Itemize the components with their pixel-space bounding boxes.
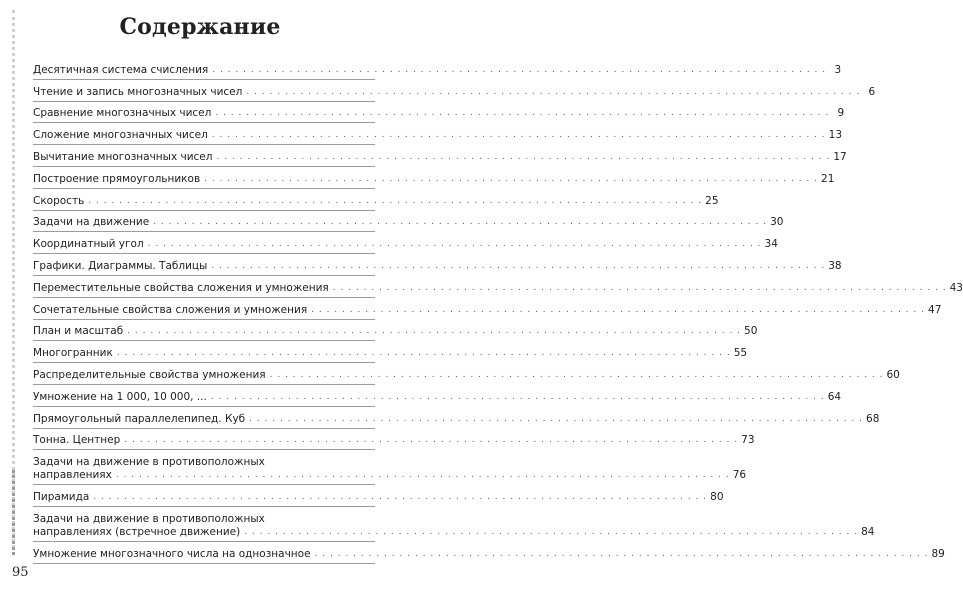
toc-entry-title: Прямоугольный параллелепипед. Куб xyxy=(33,412,246,425)
toc-entry xyxy=(33,542,945,564)
toc-entry-line xyxy=(33,281,963,295)
toc-entry-title: Десятичная система счисления xyxy=(33,63,209,76)
toc-entry-title: Скорость xyxy=(33,194,85,207)
toc-leader-dots: . . . . . . . . . . . . . . . . . . . . . . . . . . . . . . . . . . . . . . . . . . . . . . . . . . . . . . . . . . . . . . . . . . . . . . . . . . . . . . . . xyxy=(211,130,826,141)
toc-entry xyxy=(33,485,724,507)
toc-leader-dots: . . . . . . . . . . . . . . . . . . . . . . . . . . . . . . . . . . . . . . . . . . . . . . . . . . . . . . . . . . . . . . . . . . . . . . . . . . . . . . . . xyxy=(147,239,762,250)
toc-page-number: 50 xyxy=(744,325,758,338)
toc-leader-dots: . . . . . . . . . . . . . . . . . . . . . . . . . . . . . . . . . . . . . . . . . . . . . . . . . . . . . . . . . . . . . . . . . . . . . . . . . . . . . . . . xyxy=(249,413,864,424)
toc-entry-line xyxy=(33,412,880,426)
toc-entry-title: Сложение многозначных чисел xyxy=(33,129,208,142)
toc-entry-title: Задачи на движение xyxy=(33,216,150,229)
toc-entry-title: Задачи на движение в противоположных xyxy=(33,512,265,525)
page-number: 95 xyxy=(12,565,29,580)
toc-entry-title: Сравнение многозначных чисел xyxy=(33,107,212,120)
toc-entry xyxy=(33,189,719,211)
toc-page-number: 47 xyxy=(928,303,942,316)
toc-entry xyxy=(33,80,876,102)
toc-page-number: 68 xyxy=(866,412,880,425)
toc-entry-title: Пирамида xyxy=(33,490,90,503)
toc-entry-line xyxy=(33,456,375,469)
toc-entry-line xyxy=(33,368,900,382)
toc-page-number: 89 xyxy=(931,547,945,560)
toc-entry xyxy=(33,298,942,320)
toc-entry-title: Многогранник xyxy=(33,347,113,360)
toc-page-number: 13 xyxy=(828,129,843,142)
toc-entry xyxy=(33,407,880,429)
table-of-contents xyxy=(33,58,963,564)
toc-entry-title: Построение прямоугольников xyxy=(33,172,201,185)
toc-entry-title: Тонна. Центнер xyxy=(33,434,121,447)
toc-page-number: 76 xyxy=(732,469,747,482)
toc-entry-title: Умножение на 1 000, 10 000, ... xyxy=(33,390,207,403)
toc-page-number: 73 xyxy=(741,434,755,447)
toc-entry-title: Распределительные свойства умножения xyxy=(33,368,266,381)
toc-entry-title: Чтение и запись многозначных чисел xyxy=(33,85,243,98)
toc-leader-dots: . . . . . . . . . . . . . . . . . . . . . . . . . . . . . . . . . . . . . . . . . . . . . . . . . . . . . . . . . . . . . . . . . . . . . . . . . . . . . . . . xyxy=(269,369,884,380)
toc-entry-title: направлениях xyxy=(33,469,112,482)
toc-page-number: 25 xyxy=(705,194,719,207)
toc-entry xyxy=(33,58,842,80)
toc-entry-line xyxy=(33,325,758,338)
toc-entry xyxy=(33,385,842,407)
toc-entry-title: План и масштаб xyxy=(33,325,124,338)
toc-leader-dots: . . . . . . . . . . . . . . . . . . . . . . . . . . . . . . . . . . . . . . . . . . . . . . . . . . . . . . . . . . . . . . . . . . . . . . . . . . . . . . . . xyxy=(244,526,859,537)
toc-leader-dots: . . . . . . . . . . . . . . . . . . . . . . . . . . . . . . . . . . . . . . . . . . . . . . . . . . . . . . . . . . . . . . . . . . . . . . . . . . . . . . . . xyxy=(153,217,768,228)
toc-entry-line xyxy=(33,194,719,208)
toc-page-number: 6 xyxy=(868,85,876,98)
toc-page-number: 43 xyxy=(949,281,963,294)
toc-leader-dots: . . . . . . . . . . . . . . . . . . . . . . . . . . . . . . . . . . . . . . . . . . . . . . . . . . . . . . . . . . . . . . . . . . . . . . . . . . . . . . . . xyxy=(116,348,731,359)
toc-page-number: 17 xyxy=(833,150,847,163)
toc-page-number: 9 xyxy=(837,107,845,120)
toc-page-number: 64 xyxy=(827,390,842,403)
toc-page-number: 3 xyxy=(834,63,842,76)
toc-entry xyxy=(33,102,845,124)
toc-page-number: 34 xyxy=(764,238,778,251)
toc-entry-line xyxy=(33,547,945,561)
toc-entry-line xyxy=(33,434,755,447)
toc-entry-line xyxy=(33,238,778,251)
toc-entry xyxy=(33,254,842,276)
toc-entry xyxy=(33,341,748,363)
toc-leader-dots: . . . . . . . . . . . . . . . . . . . . . . . . . . . . . . . . . . . . . . . . . . . . . . . . . . . . . . . . . . . . . . . . . . . . . . . . . . . . . . . . xyxy=(332,282,947,293)
toc-leader-dots: . . . . . . . . . . . . . . . . . . . . . . . . . . . . . . . . . . . . . . . . . . . . . . . . . . . . . . . . . . . . . . . . . . . . . . . . . . . . . . . . xyxy=(216,151,831,162)
toc-page-number: 55 xyxy=(733,347,748,360)
toc-entry xyxy=(33,507,875,542)
toc-page-number: 38 xyxy=(828,259,842,272)
toc-entry-title: Задачи на движение в противоположных xyxy=(33,456,265,469)
toc-leader-dots: . . . . . . . . . . . . . . . . . . . . . . . . . . . . . . . . . . . . . . . . . . . . . . . . . . . . . . . . . . . . . . . . . . . . . . . . . . . . . . . . xyxy=(311,304,926,315)
toc-entry-line xyxy=(33,490,724,504)
toc-entry xyxy=(33,232,778,254)
toc-entry-line xyxy=(33,469,747,482)
toc-leader-dots: . . . . . . . . . . . . . . . . . . . . . . . . . . . . . . . . . . . . . . . . . . . . . . . . . . . . . . . . . . . . . . . . . . . . . . . . . . . . . . . . xyxy=(127,326,742,337)
margin-dots-dark xyxy=(12,470,15,555)
toc-entry-line xyxy=(33,150,847,164)
toc-entry xyxy=(33,450,747,485)
toc-entry xyxy=(33,211,784,233)
toc-entry xyxy=(33,363,900,385)
toc-entry xyxy=(33,429,755,451)
toc-leader-dots: . . . . . . . . . . . . . . . . . . . . . . . . . . . . . . . . . . . . . . . . . . . . . . . . . . . . . . . . . . . . . . . . . . . . . . . . . . . . . . . . xyxy=(211,260,826,271)
toc-leader-dots: . . . . . . . . . . . . . . . . . . . . . . . . . . . . . . . . . . . . . . . . . . . . . . . . . . . . . . . . . . . . . . . . . . . . . . . . . . . . . . . . xyxy=(246,86,861,97)
toc-leader-dots: . . . . . . . . . . . . . . . . . . . . . . . . . . . . . . . . . . . . . . . . . . . . . . . . . . . . . . . . . . . . . . . . . . . . . . . . . . . . . . . . xyxy=(210,391,825,402)
toc-entry-title: Переместительные свойства сложения и умножения xyxy=(33,281,329,294)
toc-entry xyxy=(33,276,963,298)
toc-entry-line xyxy=(33,303,942,317)
toc-entry-line xyxy=(33,347,748,360)
toc-page-number: 21 xyxy=(821,172,835,185)
toc-leader-dots: . . . . . . . . . . . . . . . . . . . . . . . . . . . . . . . . . . . . . . . . . . . . . . . . . . . . . . . . . . . . . . . . . . . . . . . . . . . . . . . . xyxy=(215,108,830,119)
toc-entry-title: Координатный угол xyxy=(33,238,144,251)
toc-entry-line xyxy=(33,85,876,99)
toc-entry-line xyxy=(33,525,875,539)
toc-page-number: 80 xyxy=(710,490,724,503)
toc-leader-dots: . . . . . . . . . . . . . . . . . . . . . . . . . . . . . . . . . . . . . . . . . . . . . . . . . . . . . . . . . . . . . . . . . . . . . . . . . . . . . . . . xyxy=(124,435,739,446)
toc-leader-dots: . . . . . . . . . . . . . . . . . . . . . . . . . . . . . . . . . . . . . . . . . . . . . . . . . . . . . . . . . . . . . . . . . . . . . . . . . . . . . . . . xyxy=(93,491,708,502)
toc-leader-dots: . . . . . . . . . . . . . . . . . . . . . . . . . . . . . . . . . . . . . . . . . . . . . . . . . . . . . . . . . . . . . . . . . . . . . . . . . . . . . . . . xyxy=(88,195,703,206)
toc-leader-dots: . . . . . . . . . . . . . . . . . . . . . . . . . . . . . . . . . . . . . . . . . . . . . . . . . . . . . . . . . . . . . . . . . . . . . . . . . . . . . . . . xyxy=(115,470,730,481)
toc-entry-title: Графики. Диаграммы. Таблицы xyxy=(33,259,208,272)
toc-entry-line xyxy=(33,107,845,120)
toc-entry xyxy=(33,320,758,342)
toc-entry xyxy=(33,167,835,189)
toc-entry xyxy=(33,123,843,145)
toc-entry-title: Умножение многозначного числа на однозначное xyxy=(33,547,311,560)
toc-entry-line xyxy=(33,216,784,229)
toc-leader-dots: . . . . . . . . . . . . . . . . . . . . . . . . . . . . . . . . . . . . . . . . . . . . . . . . . . . . . . . . . . . . . . . . . . . . . . . . . . . . . . . . xyxy=(314,548,929,559)
toc-entry-line xyxy=(33,513,375,526)
toc-entry-title: Сочетательные свойства сложения и умножения xyxy=(33,303,308,316)
toc-entry-line xyxy=(33,172,835,186)
page-title: Содержание xyxy=(119,14,281,40)
toc-page-number: 60 xyxy=(886,368,900,381)
toc-leader-dots: . . . . . . . . . . . . . . . . . . . . . . . . . . . . . . . . . . . . . . . . . . . . . . . . . . . . . . . . . . . . . . . . . . . . . . . . . . . . . . . . xyxy=(204,173,819,184)
toc-entry-line xyxy=(33,63,842,77)
toc-entry xyxy=(33,145,847,167)
toc-entry-line xyxy=(33,259,842,273)
toc-page-number: 30 xyxy=(770,216,784,229)
toc-entry-line xyxy=(33,390,842,404)
toc-page-number: 84 xyxy=(861,525,875,538)
toc-entry-title: Вычитание многозначных чисел xyxy=(33,150,213,163)
toc-leader-dots: . . . . . . . . . . . . . . . . . . . . . . . . . . . . . . . . . . . . . . . . . . . . . . . . . . . . . . . . . . . . . . . . . . . . . . . . . . . . . . . . xyxy=(212,64,827,75)
toc-entry-line xyxy=(33,129,843,142)
toc-entry-title: направлениях (встречное движение) xyxy=(33,525,241,538)
